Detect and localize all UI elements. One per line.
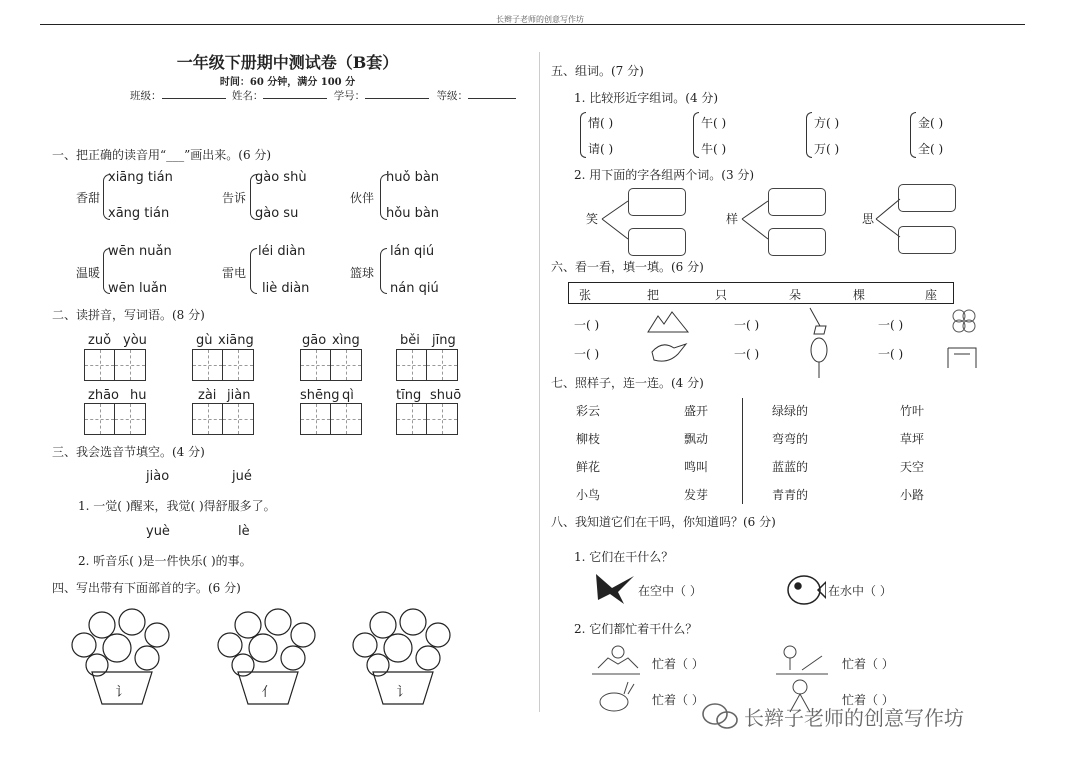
exam-subtitle: 时间：60 分钟，满分 100 分	[219, 77, 356, 88]
activity-blank[interactable]: 在空中（ ）	[638, 584, 702, 598]
q1-word: 伙伴	[350, 191, 375, 205]
pinyin-label: xìng	[332, 333, 360, 348]
pinyin-label: xiāng	[218, 333, 254, 348]
writing-grid[interactable]	[396, 349, 458, 381]
brace	[693, 112, 699, 158]
pinyin-option: hǒu bàn	[386, 206, 440, 221]
flower-pot-icon	[208, 600, 328, 705]
pinyin-label: shuō	[430, 388, 462, 403]
measure-blank[interactable]: 一( )	[574, 347, 600, 361]
tree-icon	[808, 336, 830, 380]
char-pair[interactable]: 方( )	[814, 116, 840, 130]
char-pair[interactable]: 万( )	[814, 142, 840, 156]
match-item[interactable]: 鸣叫	[684, 460, 709, 474]
word-bank-item: 座	[925, 288, 938, 302]
measure-blank[interactable]: 一( )	[734, 318, 760, 332]
q1-word: 雷电	[222, 266, 247, 280]
writing-grid[interactable]	[192, 403, 254, 435]
measure-blank[interactable]: 一( )	[734, 347, 760, 361]
q5-sub1: 1. 比较形近字组词。(4 分)	[574, 91, 719, 105]
brace	[806, 112, 812, 158]
pinyin-option: liè diàn	[262, 281, 310, 296]
measure-blank[interactable]: 一( )	[878, 318, 904, 332]
writing-grid[interactable]	[396, 403, 458, 435]
activity-blank[interactable]: 在水中（ ）	[828, 584, 892, 598]
pinyin-option: wēn nuǎn	[108, 244, 172, 259]
brace	[250, 248, 257, 294]
page-header: 长辫子老师的创意写作坊	[496, 15, 584, 24]
match-item[interactable]: 彩云	[576, 404, 601, 418]
answer-box[interactable]	[898, 184, 956, 212]
q4-heading: 四、写出带有下面部首的字。(6 分)	[52, 581, 241, 595]
match-item[interactable]: 天空	[900, 460, 925, 474]
writing-grid[interactable]	[84, 349, 146, 381]
q5-sub2: 2. 用下面的字各组两个词。(3 分)	[574, 168, 755, 182]
match-item[interactable]: 发芽	[684, 488, 709, 502]
writing-grid[interactable]	[300, 403, 362, 435]
pinyin-label: zhāo	[88, 388, 119, 403]
branch-lines	[600, 195, 630, 245]
match-item[interactable]: 小鸟	[576, 488, 601, 502]
pinyin-label: qì	[342, 388, 354, 403]
q1-heading: 一、把正确的读音用“___”画出来。(6 分)	[52, 148, 272, 162]
q6-heading: 六、看一看，填一填。(6 分)	[551, 260, 704, 274]
q3-heading: 三、我会选音节填空。(4 分)	[52, 445, 205, 459]
q1-word: 香甜	[76, 191, 101, 205]
rabbit-icon	[590, 680, 644, 712]
pinyin-choice: jué	[232, 469, 252, 484]
word-bank-item: 把	[647, 288, 660, 302]
q1-word: 告诉	[222, 191, 247, 205]
exam-title: 一年级下册期中测试卷（B套）	[176, 53, 399, 72]
brace	[580, 112, 586, 158]
pinyin-choice: jiào	[146, 469, 170, 484]
watermark: 长辫子老师的创意写作坊	[744, 706, 964, 730]
char-pair[interactable]: 全( )	[918, 142, 944, 156]
char-pair[interactable]: 情( )	[588, 116, 614, 130]
match-item[interactable]: 竹叶	[900, 404, 925, 418]
column-divider	[539, 52, 540, 712]
gardening-scene-icon	[588, 642, 644, 678]
pinyin-option: gào su	[255, 206, 299, 221]
measure-blank[interactable]: 一( )	[574, 318, 600, 332]
word-root-char: 思	[862, 212, 875, 226]
brace	[910, 112, 916, 158]
q8-sub1: 1. 它们在干什么？	[574, 550, 674, 564]
char-pair[interactable]: 请( )	[588, 142, 614, 156]
char-pair[interactable]: 金( )	[918, 116, 944, 130]
pinyin-option: xiāng tián	[108, 170, 173, 185]
q1-word: 篮球	[350, 266, 375, 280]
radical-label: 讠	[396, 685, 410, 700]
pinyin-label: zài	[198, 388, 217, 403]
radical-label: 亻	[261, 685, 275, 700]
match-item[interactable]: 绿绿的	[772, 404, 809, 418]
answer-box[interactable]	[628, 228, 686, 256]
pinyin-label: gù	[196, 333, 213, 348]
word-bank-table	[568, 282, 954, 304]
answer-box[interactable]	[898, 226, 956, 254]
word-bank-item: 棵	[853, 288, 866, 302]
wechat-icon	[700, 700, 740, 732]
match-item[interactable]: 青青的	[772, 488, 809, 502]
answer-box[interactable]	[628, 188, 686, 216]
pinyin-label: yòu	[123, 333, 147, 348]
activity-blank[interactable]: 忙着（ ）	[652, 693, 704, 707]
pinyin-label: běi	[400, 333, 420, 348]
match-item[interactable]: 草坪	[900, 432, 925, 446]
match-divider	[742, 398, 743, 504]
pinyin-choice: yuè	[146, 524, 170, 539]
q5-heading: 五、组词。(7 分)	[551, 64, 644, 78]
pinyin-label: jiàn	[227, 388, 251, 403]
fill-sentence[interactable]: 2. 听音乐( )是一件快乐( )的事。	[78, 554, 252, 568]
worker-scene-icon	[772, 642, 832, 678]
match-item[interactable]: 盛开	[684, 404, 709, 418]
mountain-icon	[646, 308, 690, 334]
pinyin-option: xāng tián	[108, 206, 170, 221]
q7-heading: 七、照样子，连一连。(4 分)	[551, 376, 704, 390]
char-pair[interactable]: 牛( )	[701, 142, 727, 156]
pinyin-label: shēng	[300, 388, 340, 403]
pinyin-option: léi diàn	[258, 244, 306, 259]
match-item[interactable]: 飘动	[684, 432, 709, 446]
match-item[interactable]: 柳枝	[576, 432, 601, 446]
pinyin-label: tīng	[396, 388, 422, 403]
student-info: 班级： 姓名： 学号： 等级：	[130, 88, 516, 103]
answer-box[interactable]	[768, 228, 826, 256]
word-bank-item: 张	[579, 288, 592, 302]
word-root-char: 样	[726, 212, 739, 226]
bridge-icon	[946, 340, 978, 370]
match-item[interactable]: 弯弯的	[772, 432, 809, 446]
activity-blank[interactable]: 忙着（ ）	[842, 693, 894, 707]
pinyin-option: huǒ bàn	[386, 170, 440, 185]
match-item[interactable]: 鲜花	[576, 460, 601, 474]
match-item[interactable]: 蓝蓝的	[772, 460, 809, 474]
writing-grid[interactable]	[84, 403, 146, 435]
writing-grid[interactable]	[300, 349, 362, 381]
pinyin-label: jīng	[432, 333, 456, 348]
header-rule	[40, 24, 1025, 25]
pinyin-label: gāo	[302, 333, 327, 348]
writing-grid[interactable]	[192, 349, 254, 381]
char-pair[interactable]: 午( )	[701, 116, 727, 130]
broom-icon	[806, 306, 828, 336]
pinyin-label: zuǒ	[88, 333, 112, 348]
q1-word: 温暖	[76, 266, 101, 280]
pinyin-option: nán qiú	[390, 281, 439, 296]
brace	[380, 248, 387, 294]
pinyin-option: gào shù	[255, 170, 307, 185]
pinyin-option: lán qiú	[390, 244, 435, 259]
activity-blank[interactable]: 忙着（ ）	[842, 657, 894, 671]
word-bank-item: 朵	[789, 288, 802, 302]
flower-pot-icon	[62, 600, 182, 705]
q8-sub2: 2. 它们都忙着干什么？	[574, 622, 698, 636]
flower-icon	[950, 308, 978, 334]
radical-label: 讠	[115, 685, 129, 700]
word-bank-item: 只	[715, 288, 728, 302]
answer-box[interactable]	[768, 188, 826, 216]
branch-lines	[740, 195, 770, 245]
word-root-char: 笑	[586, 212, 599, 226]
match-item[interactable]: 小路	[900, 488, 925, 502]
swallow-icon	[594, 570, 636, 606]
activity-blank[interactable]: 忙着（ ）	[652, 657, 704, 671]
flower-pot-icon	[343, 600, 463, 705]
q8-heading: 八、我知道它们在干吗，你知道吗？(6 分)	[551, 515, 776, 529]
measure-blank[interactable]: 一( )	[878, 347, 904, 361]
pinyin-choice: lè	[238, 524, 250, 539]
pinyin-option: wēn luǎn	[108, 281, 168, 296]
fill-sentence[interactable]: 1. 一觉( )醒来，我觉( )得舒服多了。	[78, 499, 276, 513]
bird-icon	[648, 338, 688, 366]
fish-icon	[784, 570, 826, 610]
q2-heading: 二、读拼音，写词语。(8 分)	[52, 308, 205, 322]
pinyin-label: hu	[130, 388, 147, 403]
